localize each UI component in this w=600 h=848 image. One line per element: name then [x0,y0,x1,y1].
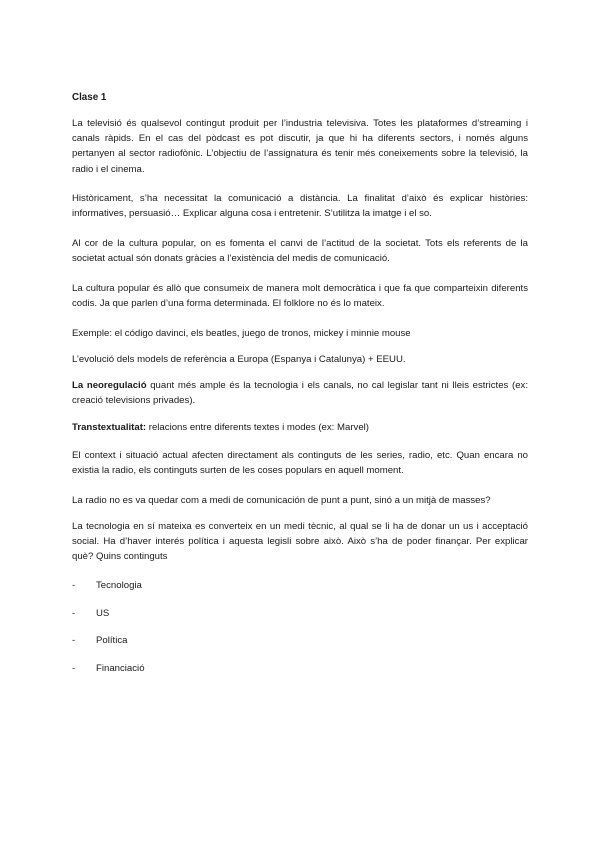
paragraph-technology: La tecnologia en sí mateixa es converteix en un medi tècnic, al qual se li ha de donar un us i acceptació social. Ha d’haver interés política i aquesta legisli sobre això. Això s’ha de poder finançar. Per explicar què? Quins continguts [72,521,528,563]
list-item-label: Tecnologia [96,580,142,591]
paragraph-transtextuality [72,420,528,435]
paragraph-radio-question: La radio no es va quedar com a medi de comunicación de punt a punt, sinó a un mitjà de masses? [72,495,491,506]
definition-transtextualitat: relacions entre diferents textes i modes (ex: Marvel) [146,422,369,433]
bullet-dash: - [72,635,76,646]
bullet-dash: - [72,663,76,674]
paragraph-popular-culture-definition: La cultura popular és allò que consumeix de manera molt democràtica i que fa que comparteixin diferents codis. Ja que parlen d’una forma determinada. El folklore no és lo mateix. [72,283,528,310]
bullet-dash: - [72,608,76,619]
term-transtextualitat: Transtextualitat: [72,422,147,433]
document-title: Clase 1 [72,92,107,103]
term-neoregulacio: La neoregulació [72,380,147,391]
list-item-label: Política [96,635,128,646]
definition-neoregulacio: quant més ample és la tecnologia i els canals, no cal legislar tant ni lleis estrictes (ex: creació televisions privades). [72,380,528,407]
list-item-label: Financiació [96,663,145,674]
paragraph-evolution: L’evolució dels models de referència a Europa (Espanya i Catalunya) + EEUU. [72,354,406,365]
paragraph-history: Històricament, s’ha necessitat la comunicació a distància. La finalitat d’això és explicar històries: informatives, persuasió… Explicar alguna cosa i entretenir. S’utilitza la imatge i el so. [72,193,528,220]
paragraph-example: Exemple: el código davinci, els beatles, juego de tronos, mickey i minnie mouse [72,328,411,339]
paragraph-television-definition: La televisió és qualsevol contingut produit per l’industria televisiva. Totes les plataformes d’streaming i canals ràpids. En el cas del pòdcast es pot discutir, ja que hi ha diferents sectors, i només alguns pertanyen al sector radiofònic. L’objectiu de l’assignatura és tenir més coneixements sobre la televisió, la radio i el cinema. [72,118,528,175]
paragraph-context: El context i situació actual afecten directament als continguts de les series, radio, etc. Quan encara no existia la radio, els continguts surten de les coses populars en aquell moment. [72,450,528,477]
bullet-dash: - [72,580,76,591]
list-item-label: US [96,608,110,619]
paragraph-popular-culture-core: Al cor de la cultura popular, on es fomenta el canvi de l’actitud de la societat. Tots els referents de la societat actual són donats gràcies a l’existència del medis de comunicació. [72,238,528,265]
paragraph-neoregulation [72,378,528,408]
